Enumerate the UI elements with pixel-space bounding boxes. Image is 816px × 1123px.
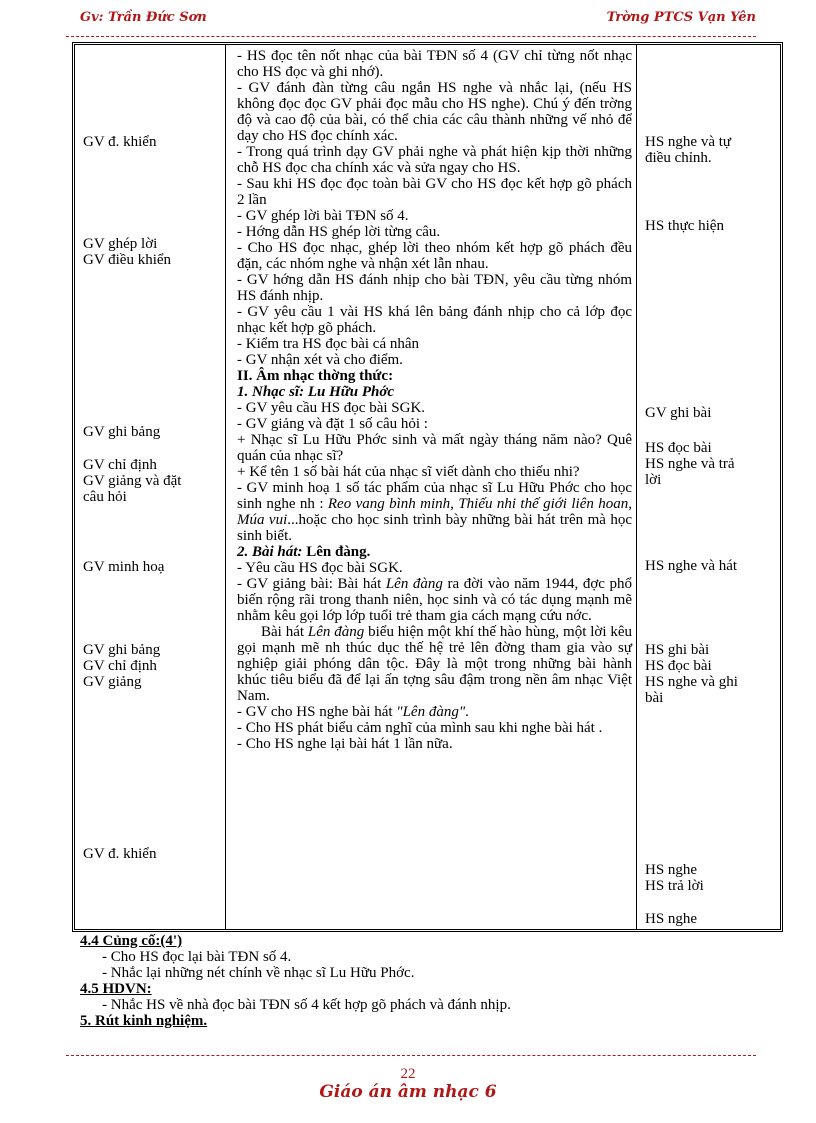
lesson-table bbox=[72, 42, 783, 932]
content-paragraph: - GV nhận xét và cho điểm. bbox=[237, 352, 403, 368]
subsection-label: 2. Bài hát: bbox=[237, 544, 303, 560]
consolidation-item: - Nhắc lại những nét chính về nhạc sĩ Lu Hữu Phớc. bbox=[102, 965, 415, 981]
student-activity: bài bbox=[645, 690, 664, 706]
content-paragraph: - Sau khi HS đọc đọc toàn bài GV cho HS đọc kết hợp gõ phách 2 lần bbox=[237, 176, 632, 208]
song-title: "Lên đàng" bbox=[396, 704, 466, 720]
content-paragraph: + Kể tên 1 số bài hát của nhạc sĩ viết dành cho thiếu nhi? bbox=[237, 464, 580, 480]
text-run: ...hoặc cho học sinh trình bày những bài hát trên mà học sinh biết. bbox=[237, 512, 632, 544]
content-paragraph: - GV giảng và đặt 1 số câu hỏi : bbox=[237, 416, 428, 432]
text-run: Bài hát bbox=[261, 624, 308, 640]
song-title: Lên đàng bbox=[307, 624, 365, 640]
lesson-wrapup bbox=[80, 933, 780, 1029]
teacher-activity: GV chỉ định bbox=[83, 658, 157, 674]
consolidation-item: - Cho HS đọc lại bài TĐN số 4. bbox=[102, 949, 292, 965]
student-activity: HS thực hiện bbox=[645, 218, 724, 234]
content-paragraph bbox=[237, 576, 632, 624]
content-paragraph: - Trong quá trình dạy GV phải nghe và phát hiện kịp thời những chỗ HS đọc cha chính xác và sửa ngay cho HS. bbox=[237, 144, 632, 176]
student-activity: điều chỉnh. bbox=[645, 150, 712, 166]
content-paragraph bbox=[237, 624, 632, 704]
content-paragraph: - Cho HS đọc nhạc, ghép lời theo nhóm kết hợp gõ phách đều đặn, các nhóm nghe và nhận xét lẫn nhau. bbox=[237, 240, 632, 272]
content-paragraph: - GV ghép lời bài TĐN số 4. bbox=[237, 208, 409, 224]
content-column bbox=[237, 48, 632, 752]
student-activity: HS nghe và ghi bbox=[645, 674, 738, 690]
content-paragraph: - GV hớng dẫn HS đánh nhịp cho bài TĐN, yêu cầu từng nhóm HS đánh nhịp. bbox=[237, 272, 632, 304]
student-activity: HS nghe và tự bbox=[645, 134, 732, 150]
content-paragraph: - Cho HS phát biểu cảm nghĩ của mình sau khi nghe bài hát . bbox=[237, 720, 603, 736]
content-paragraph: - HS đọc tên nốt nhạc của bài TĐN số 4 (GV chỉ từng nốt nhạc cho HS đọc và ghi nhớ). bbox=[237, 48, 632, 80]
content-paragraph: - GV yêu cầu HS đọc bài SGK. bbox=[237, 400, 426, 416]
footer-divider bbox=[66, 1055, 756, 1056]
content-paragraph: - GV đánh đàn từng câu ngắn HS nghe và nhắc lại, (nếu HS không đọc đọc GV phải đọc mẫu cho HS nghe). Chú ý đến trờng độ và cao độ của bài, có thể chia các câu thành những vế nhỏ để dạy cho HS đọc chính xác. bbox=[237, 80, 632, 144]
teacher-activity: câu hỏi bbox=[83, 489, 127, 505]
student-activity: HS trả lời bbox=[645, 878, 704, 894]
content-paragraph: - Yêu cầu HS đọc bài SGK. bbox=[237, 560, 403, 576]
subsection-heading bbox=[237, 544, 632, 560]
consolidation-heading: 4.4 Củng cố:(4') bbox=[80, 933, 183, 949]
teacher-activity: GV giảng bbox=[83, 674, 142, 690]
text-run: ra đời vào năm 1944, đợc phổ biến rộng rãi trong thanh niên, học sinh và có tác dụng mạnh mẽ nhằm kêu gọi lớp lớp tuổi trẻ tham gia cách mạng cứu nớc. bbox=[237, 576, 632, 624]
teacher-activity: GV ghi bảng bbox=[83, 424, 161, 440]
teacher-activity: GV đ. khiển bbox=[83, 134, 157, 150]
teacher-activity: GV giảng và đặt bbox=[83, 473, 182, 489]
text-run: biểu hiện một khí thế hào hùng, một lời kêu gọi mạnh mẽ nh thúc dục thế hệ trẻ lên đờng tham gia vào sự nghiệp giải phóng dân tộc. Đây là một trong những bài hành khúc tiêu biểu đã để lại ấn tợng sâu đậm trong nền âm nhạc Việt Nam. bbox=[237, 624, 633, 704]
content-paragraph bbox=[237, 480, 632, 544]
content-paragraph bbox=[237, 704, 632, 720]
section-heading: II. Âm nhạc thờng thức: bbox=[237, 368, 394, 384]
homework-item: - Nhắc HS về nhà đọc bài TĐN số 4 kết hợp gõ phách và đánh nhịp. bbox=[102, 997, 511, 1013]
content-paragraph: - Hớng dẫn HS ghép lời từng câu. bbox=[237, 224, 441, 240]
student-activity: HS nghe và hát bbox=[645, 558, 738, 574]
teacher-activity: GV ghép lời bbox=[83, 236, 158, 252]
text-run: - GV minh hoạ 1 số tác phẩm của nhạc sĩ Lu Hữu Phớc cho học sinh nghe nh : bbox=[237, 480, 632, 512]
text-run: . bbox=[465, 704, 469, 720]
column-divider-2 bbox=[636, 45, 637, 929]
content-paragraph: - Kiểm tra HS đọc bài cá nhân bbox=[237, 336, 420, 352]
student-activity: HS nghe và trả bbox=[645, 456, 735, 472]
student-activity: lời bbox=[645, 472, 662, 488]
header-divider bbox=[66, 36, 756, 37]
song-title: Lên đàng bbox=[385, 576, 443, 592]
column-divider-1 bbox=[225, 45, 226, 929]
content-paragraph: - Cho HS nghe lại bài hát 1 lần nữa. bbox=[237, 736, 453, 752]
teacher-activity: GV điều khiển bbox=[83, 252, 172, 268]
header-teacher: Gv: Trần Đức Sơn bbox=[80, 10, 207, 25]
student-activity: HS ghi bài bbox=[645, 642, 710, 658]
text-run: - GV cho HS nghe bài hát bbox=[237, 704, 397, 720]
subsection-heading: 1. Nhạc sĩ: Lu Hữu Phớc bbox=[237, 384, 395, 400]
student-activity: HS đọc bài bbox=[645, 440, 712, 456]
teacher-activity: GV chỉ định bbox=[83, 457, 157, 473]
teacher-activity: GV đ. khiển bbox=[83, 846, 157, 862]
song-titles: Reo vang bình minh, Thiếu nhi thế giới liên hoan, Múa vui bbox=[237, 496, 632, 528]
student-activity: HS đọc bài bbox=[645, 658, 712, 674]
student-activity: HS nghe bbox=[645, 911, 698, 927]
teacher-activity: GV minh hoạ bbox=[83, 559, 165, 575]
header-school: Trờng PTCS Vạn Yên bbox=[606, 10, 756, 25]
content-paragraph: - GV yêu cầu 1 vài HS khá lên bảng đánh nhịp cho cả lớp đọc nhạc kết hợp gõ phách. bbox=[237, 304, 632, 336]
student-activity: GV ghi bài bbox=[645, 405, 712, 421]
text-run: - GV giảng bài: Bài hát bbox=[237, 576, 386, 592]
song-title: Lên đàng. bbox=[302, 544, 371, 560]
content-paragraph: + Nhạc sĩ Lu Hữu Phớc sinh và mất ngày tháng năm nào? Quê quán của nhạc sĩ? bbox=[237, 432, 632, 464]
page-number: 22 bbox=[400, 1066, 416, 1082]
student-activity: HS nghe bbox=[645, 862, 698, 878]
homework-heading: 4.5 HDVN: bbox=[80, 981, 152, 997]
experience-heading: 5. Rút kinh nghiệm. bbox=[80, 1013, 208, 1029]
footer-title: Giáo án âm nhạc 6 bbox=[319, 1082, 497, 1102]
teacher-activity: GV ghi bảng bbox=[83, 642, 161, 658]
